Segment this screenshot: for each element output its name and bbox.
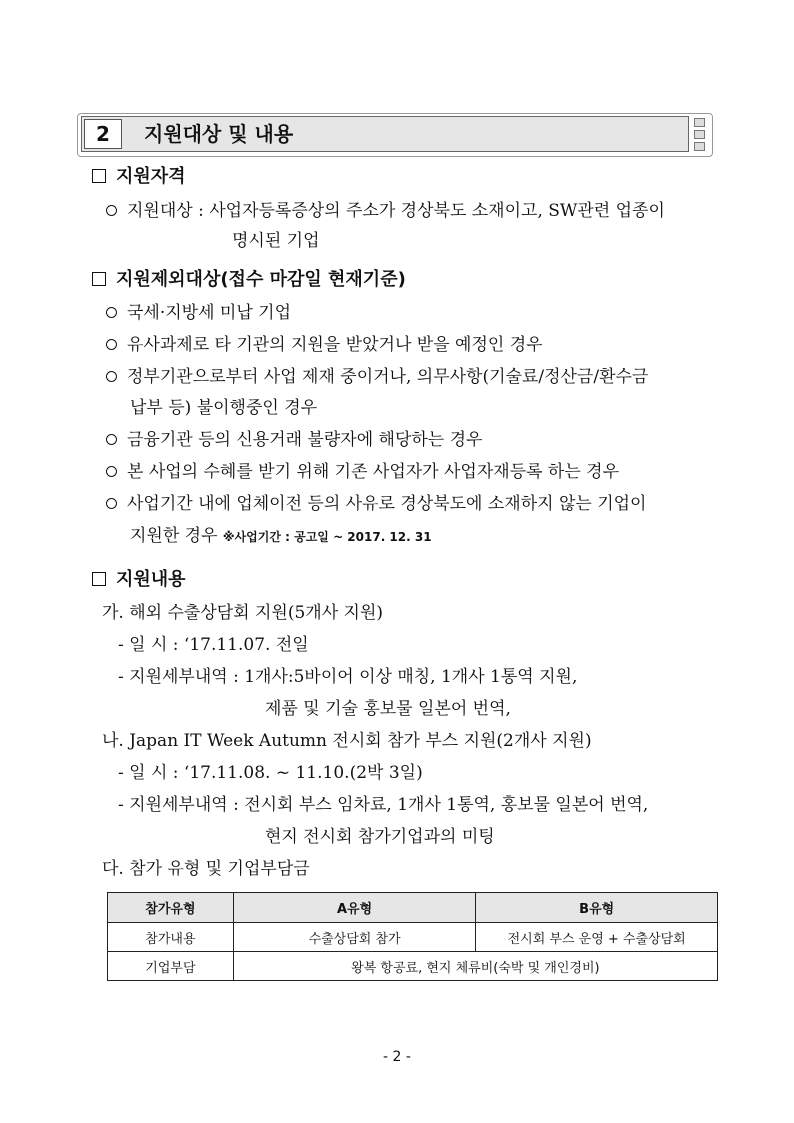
- section-title: 지원대상 및 내용: [144, 122, 294, 146]
- table-header-row: [108, 893, 718, 923]
- header-decoration-square: [694, 118, 705, 127]
- checkbox-square-icon: [92, 272, 106, 286]
- eligibility-item-continued: 명시된 기업: [232, 231, 320, 251]
- page-number: - 2 -: [383, 1049, 411, 1065]
- eligibility-heading: 지원자격: [92, 165, 186, 189]
- section-number: 2: [84, 119, 122, 149]
- support-c-title: 다. 참가 유형 및 기업부담금: [102, 859, 310, 879]
- table-cell: 참가내용: [108, 923, 234, 952]
- circle-bullet-icon: [106, 434, 117, 445]
- checkbox-square-icon: [92, 572, 106, 586]
- exclusion-heading: 지원제외대상(접수 마감일 현재기준): [92, 268, 406, 292]
- circle-bullet-icon: [106, 339, 117, 350]
- table-cell: 왕복 항공료, 현지 체류비(숙박 및 개인경비): [233, 952, 717, 981]
- eligibility-item: 지원대상 : 사업자등록증상의 주소가 경상북도 소재이고, SW관련 업종이: [106, 200, 665, 222]
- circle-bullet-icon: [106, 205, 117, 216]
- checkbox-square-icon: [92, 169, 106, 183]
- table-header-cell: 참가유형: [108, 893, 234, 923]
- header-decoration-square: [694, 130, 705, 139]
- exclusion-item: 유사과제로 타 기관의 지원을 받았거나 받을 예정인 경우: [106, 334, 543, 356]
- exclusion-item-continued: 지원한 경우 ※사업기간 : 공고일 ~ 2017. 12. 31: [130, 526, 432, 546]
- content-heading: 지원내용: [92, 568, 186, 592]
- table-cell: 전시회 부스 운영 + 수출상담회: [476, 923, 718, 952]
- table-row: [108, 923, 718, 952]
- exclusion-item: 금융기관 등의 신용거래 불량자에 해당하는 경우: [106, 429, 482, 451]
- circle-bullet-icon: [106, 307, 117, 318]
- exclusion-item: 사업기간 내에 업체이전 등의 사유로 경상북도에 소재하지 않는 기업이: [106, 493, 646, 515]
- table-cell: 수출상담회 참가: [233, 923, 476, 952]
- header-decoration-square: [694, 142, 705, 151]
- support-b-title: 나. Japan IT Week Autumn 전시회 참가 부스 지원(2개사 지원): [102, 731, 592, 751]
- support-b-detail-continued: 현지 전시회 참가기업과의 미팅: [265, 827, 495, 847]
- table-row: [108, 952, 718, 981]
- table-header-cell: B유형: [476, 893, 718, 923]
- support-a-detail-continued: 제품 및 기술 홍보물 일본어 번역,: [265, 699, 511, 719]
- exclusion-item-continued: 납부 등) 불이행중인 경우: [130, 398, 318, 418]
- table-header-cell: A유형: [233, 893, 476, 923]
- exclusion-item: 본 사업의 수혜를 받기 위해 기존 사업자가 사업자재등록 하는 경우: [106, 461, 619, 483]
- support-a-date: - 일 시 : ‘17.11.07. 전일: [118, 635, 309, 655]
- circle-bullet-icon: [106, 371, 117, 382]
- table-cell: 기업부담: [108, 952, 234, 981]
- support-a-detail: - 지원세부내역 : 1개사:5바이어 이상 매칭, 1개사 1통역 지원,: [118, 667, 578, 687]
- circle-bullet-icon: [106, 498, 117, 509]
- exclusion-item: 국세·지방세 미납 기업: [106, 302, 291, 324]
- support-a-title: 가. 해외 수출상담회 지원(5개사 지원): [102, 603, 384, 623]
- circle-bullet-icon: [106, 466, 117, 477]
- support-b-date: - 일 시 : ‘17.11.08. ~ 11.10.(2박 3일): [118, 763, 423, 783]
- support-b-detail: - 지원세부내역 : 전시회 부스 임차료, 1개사 1통역, 홍보물 일본어 번역,: [118, 795, 649, 815]
- business-period-note: ※사업기간 : 공고일 ~ 2017. 12. 31: [222, 530, 432, 544]
- exclusion-item: 정부기관으로부터 사업 제재 중이거나, 의무사항(기술료/정산금/환수금: [106, 366, 648, 388]
- participation-type-table: [107, 892, 718, 981]
